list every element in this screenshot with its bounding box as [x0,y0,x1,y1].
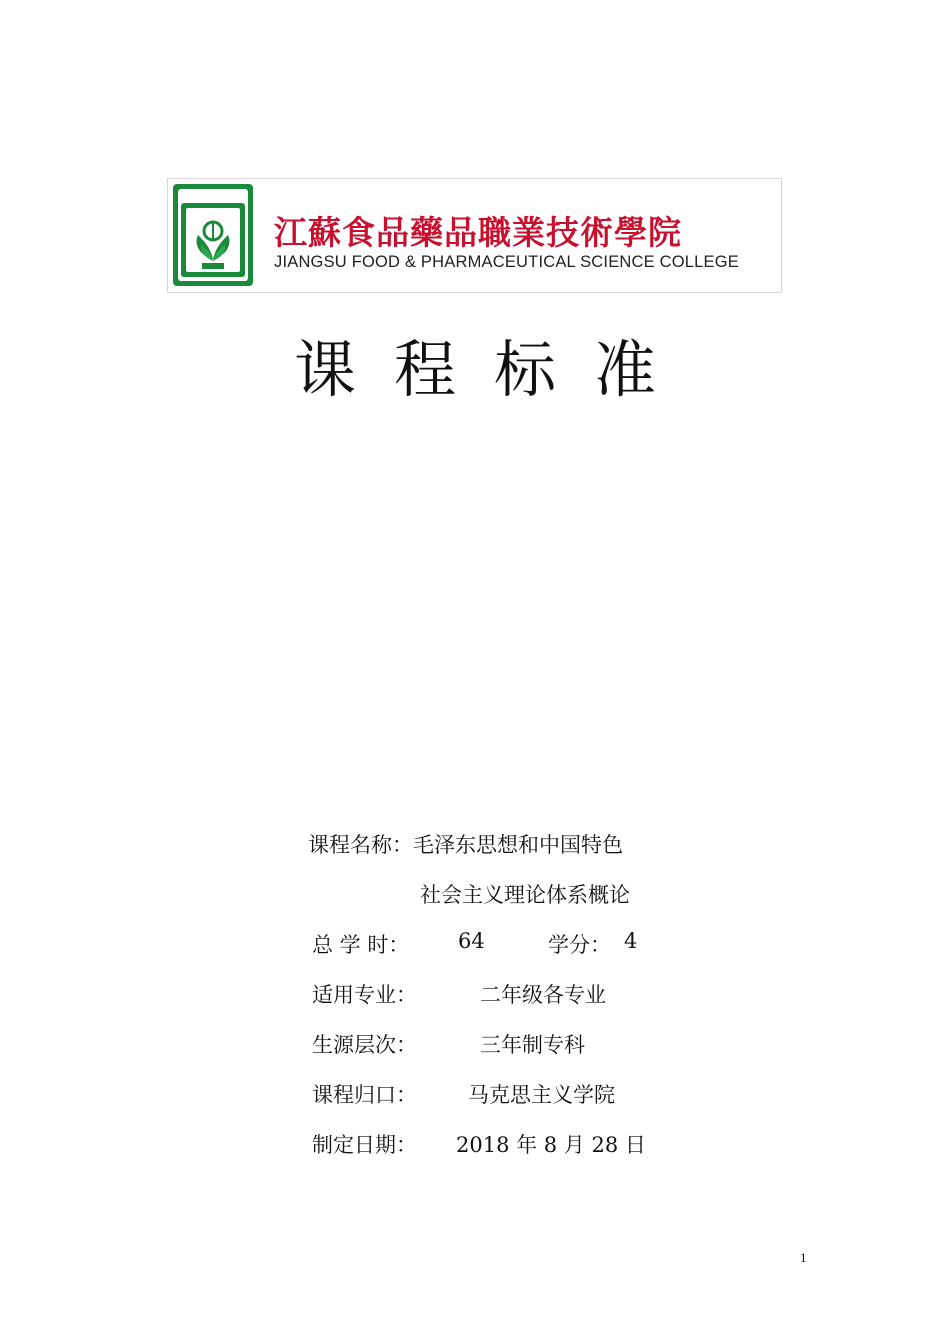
hours-label: 总 学 时： [312,933,410,957]
document-title: 课程标准 [293,333,694,406]
college-banner [167,178,782,293]
level-value: 三年制专科 [480,1033,585,1057]
course-name-label: 课程名称： [308,833,413,857]
major-label: 适用专业： [312,983,417,1007]
credits-value: 4 [624,929,638,953]
level-label: 生源层次： [312,1033,417,1057]
major-value: 二年级各专业 [480,983,606,1007]
dept-value: 马克思主义学院 [468,1083,615,1107]
credits-label: 学分： [548,933,611,957]
dept-label: 课程归口： [312,1083,417,1107]
page-number: 1 [800,1250,807,1265]
course-name-line2: 社会主义理论体系概论 [420,883,630,907]
college-name-en: JIANGSU FOOD & PHARMACEUTICAL SCIENCE COLLEGE [274,253,739,271]
college-name-cn: 江蘇食品藥品職業技術學院 [274,213,682,252]
course-name-line1: 毛泽东思想和中国特色 [413,833,623,857]
date-label: 制定日期： [312,1133,417,1157]
college-emblem-icon [170,181,256,289]
date-value: 2018 年 8 月 28 日 [456,1133,646,1157]
hours-value: 64 [458,929,485,953]
